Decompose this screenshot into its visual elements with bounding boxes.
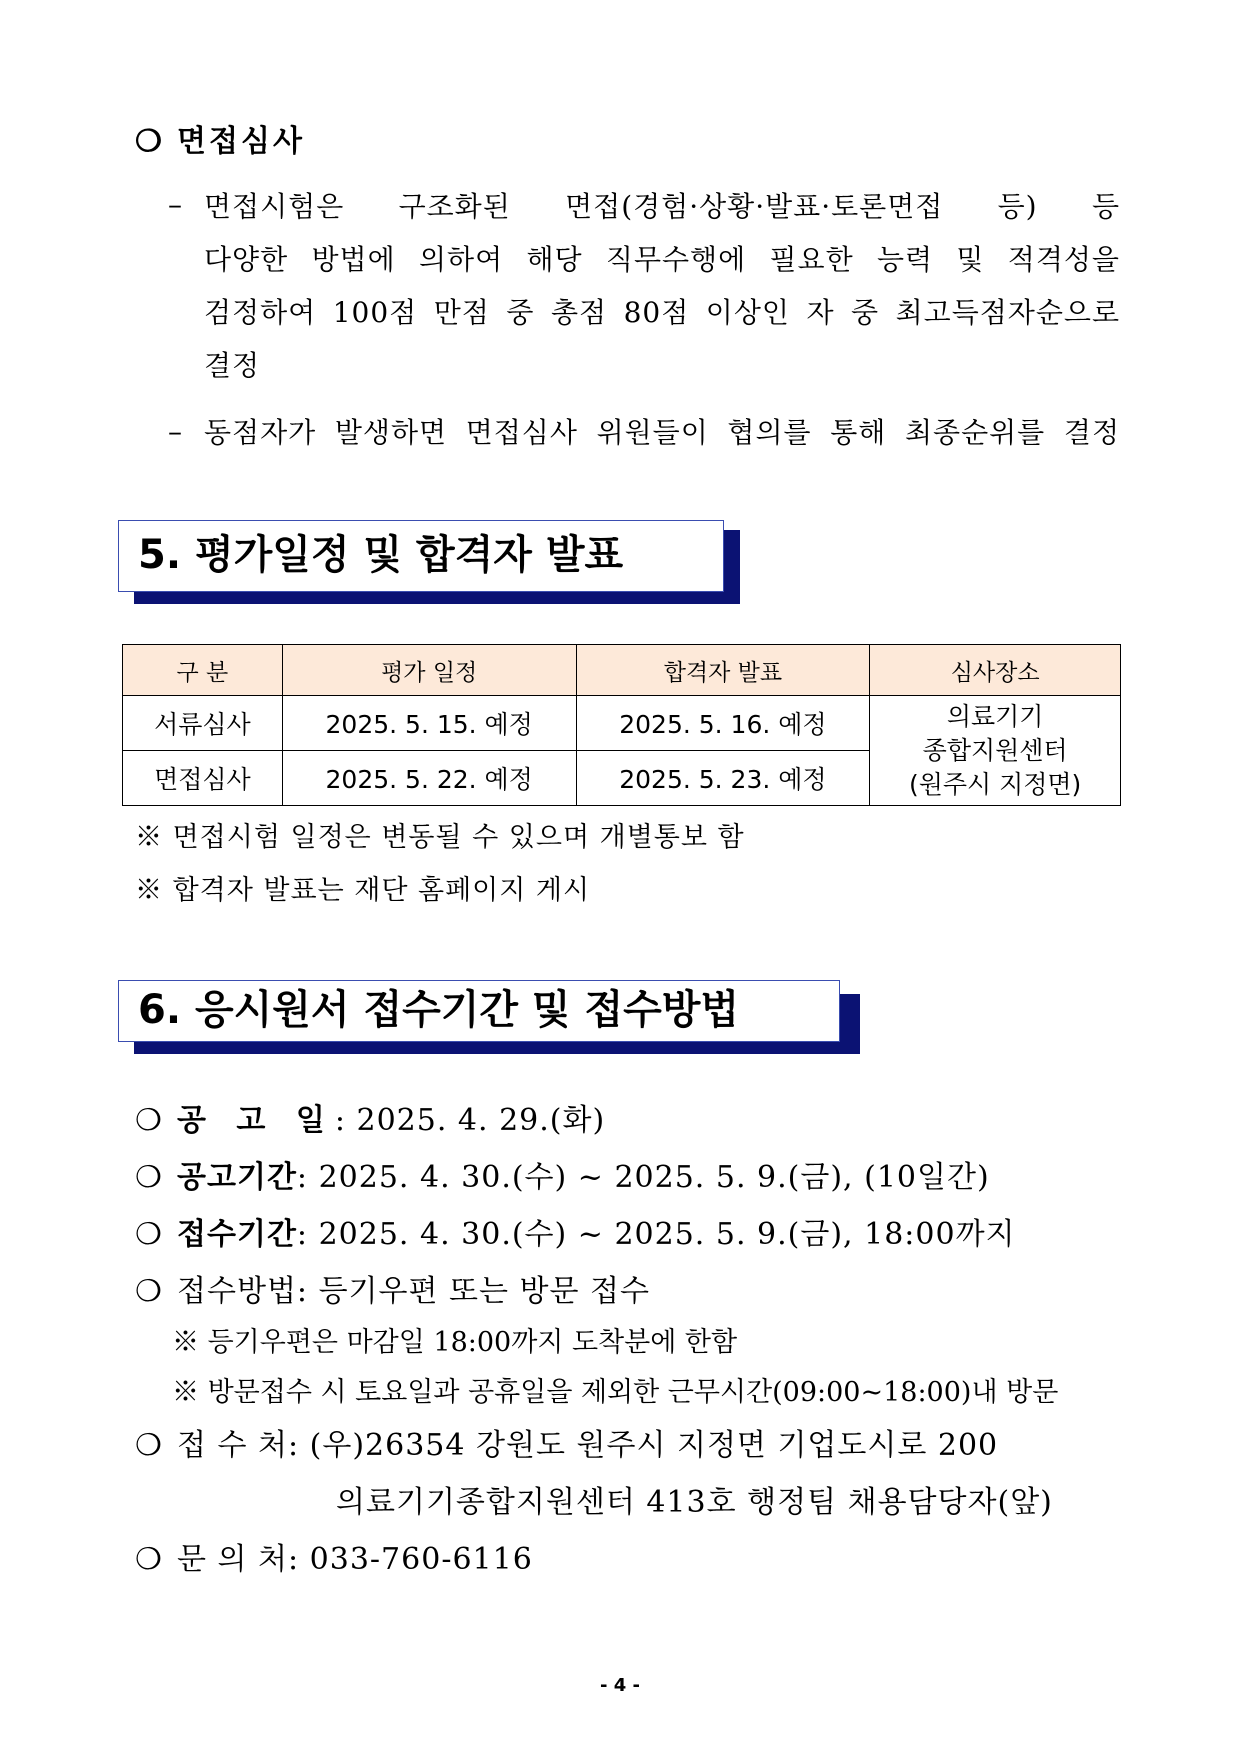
bullet-circle-icon: ❍ — [135, 1103, 163, 1138]
note-schedule-change: ※ 면접시험 일정은 변동될 수 있으며 개별통보 함 — [135, 822, 745, 853]
dash-marker: – — [168, 188, 182, 221]
note-announcement: ※ 합격자 발표는 재단 홈페이지 게시 — [135, 875, 591, 906]
header-eval-date: 평가 일정 — [282, 645, 576, 696]
para-line: 결정 — [204, 349, 261, 382]
method-note-mail: ※ 등기우편은 마감일 18:00까지 도착분에 한함 — [172, 1327, 738, 1358]
method-note-visit: ※ 방문접수 시 토요일과 공휴일을 제외한 근무시간(09:00~18:00)내 방문 — [172, 1377, 1059, 1408]
row-announce: 2025. 5. 23. 예정 — [576, 751, 870, 806]
bullet-circle-icon: ❍ — [135, 1542, 163, 1577]
receipt-method-item: ❍ 접수방법: 등기우편 또는 방문 접수 — [135, 1274, 650, 1309]
section6-title: 6. 응시원서 접수기간 및 접수방법 — [138, 987, 740, 1033]
bullet-circle-icon: ❍ — [135, 124, 162, 159]
row-eval: 2025. 5. 22. 예정 — [282, 751, 576, 806]
address-item: ❍ 접 수 처: (우)26354 강원도 원주시 지정면 기업도시로 200 — [135, 1428, 999, 1463]
header-announce-date: 합격자 발표 — [576, 645, 870, 696]
dash-marker: – — [168, 415, 182, 448]
page-number: - 4 - — [600, 1675, 640, 1696]
header-category: 구 분 — [123, 645, 283, 696]
notice-date-item: ❍ 공 고 일: 2025. 4. 29.(화) — [135, 1103, 606, 1138]
address-line-2: 의료기기종합지원센터 413호 행정팀 채용담당자(앞) — [336, 1485, 1053, 1520]
para-line: 다양한 방법에 의하여 해당 직무수행에 필요한 능력 및 적격성을 — [204, 243, 1120, 276]
row-type: 면접심사 — [123, 751, 283, 806]
section5-title: 5. 평가일정 및 합격자 발표 — [138, 532, 624, 578]
interview-heading: ❍ 면접심사 — [135, 124, 305, 159]
interview-paragraph-2: 동점자가 발생하면 면접심사 위원들이 협의를 통해 최종순위를 결정 — [204, 416, 1120, 449]
notice-period-item: ❍ 공고기간: 2025. 4. 30.(수) ~ 2025. 5. 9.(금), (10일간) — [135, 1160, 990, 1195]
contact-item: ❍ 문 의 처: 033-760-6116 — [135, 1542, 533, 1577]
row-eval: 2025. 5. 15. 예정 — [282, 696, 576, 751]
table-row — [123, 696, 1121, 751]
header-place: 심사장소 — [870, 645, 1121, 696]
bullet-circle-icon: ❍ — [135, 1274, 163, 1309]
row-announce: 2025. 5. 16. 예정 — [576, 696, 870, 751]
schedule-table — [122, 644, 1121, 806]
bullet-circle-icon: ❍ — [135, 1217, 163, 1252]
bullet-circle-icon: ❍ — [135, 1428, 163, 1463]
table-header-row — [123, 645, 1121, 696]
place-cell: 의료기기 종합지원센터 (원주시 지정면) — [870, 696, 1121, 806]
para-line: 검정하여 100점 만점 중 총점 80점 이상인 자 중 최고득점자순으로 — [204, 296, 1120, 329]
para-line: 면접시험은 구조화된 면접(경험·상황·발표·토론면접 등) 등 — [204, 190, 1120, 223]
interview-paragraph — [204, 180, 1120, 392]
receipt-period-item: ❍ 접수기간: 2025. 4. 30.(수) ~ 2025. 5. 9.(금), 18:00까지 — [135, 1217, 1016, 1252]
row-type: 서류심사 — [123, 696, 283, 751]
bullet-circle-icon: ❍ — [135, 1160, 163, 1195]
